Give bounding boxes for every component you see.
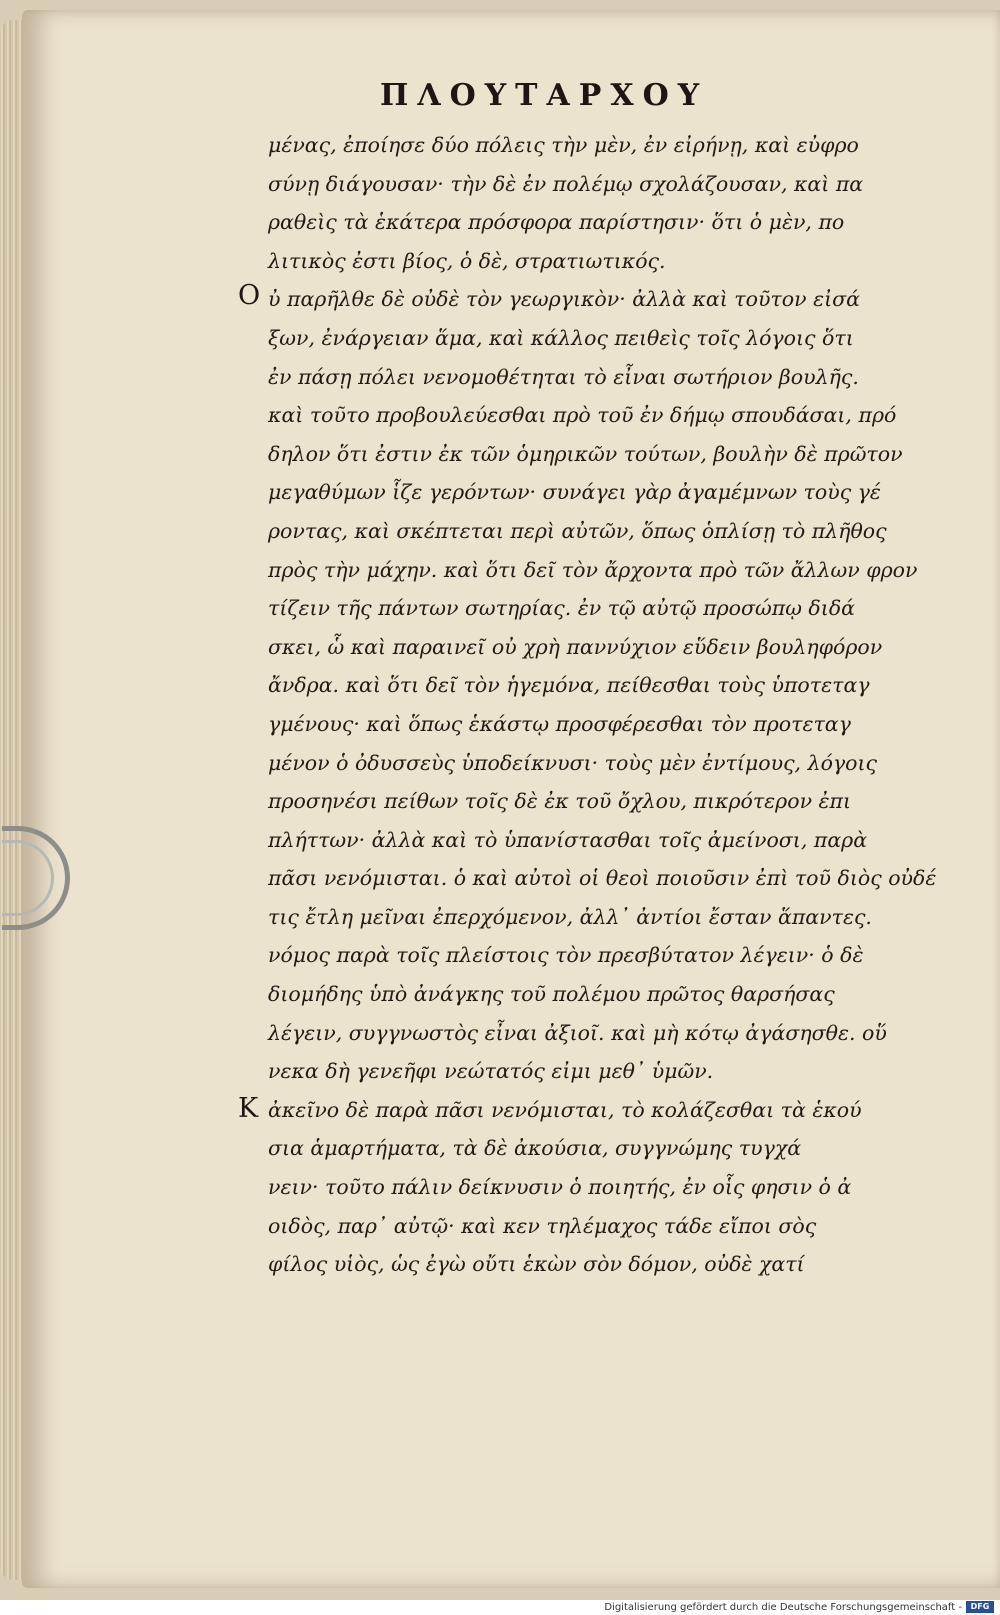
text-line: τις ἔτλη μεῖναι ἐπερχόμενον, ἀλλ᾽ ἀντίοι ἔσταν ἅπαντες. — [268, 904, 872, 929]
text-line: νειν· τοῦτο πάλιν δείκνυσιν ὁ ποιητής, ἐν οἷς φησιν ὁ ἀ — [268, 1175, 852, 1200]
footer-credit: Digitalisierung gefördert durch die Deutsche Forschungsgemeinschaft - — [604, 1602, 962, 1613]
text-line: πᾶσι νενόμισται. ὁ καὶ αὐτοὶ οἱ θεοὶ ποιοῦσιν ἐπὶ τοῦ διὸς οὐδέ — [268, 866, 937, 891]
text-line: μένον ὁ ὀδυσσεὺς ὑποδείκνυσι· τοὺς μὲν ἐντίμους, λόγοις — [268, 750, 878, 775]
text-line: ξων, ἐνάργειαν ἅμα, καὶ κάλλος πειθεὶς τοῖς λόγοις ὅτι — [268, 325, 854, 350]
text-line: ὐ παρῆλθε δὲ οὐδὲ τὸν γεωργικὸν· ἀλλὰ καὶ τοῦτον εἰσά — [268, 287, 860, 312]
text-line: καὶ τοῦτο προβουλεύεσθαι πρὸ τοῦ ἐν δήμῳ σπουδάσαι, πρό — [268, 403, 897, 428]
section-initial-k: K — [238, 1093, 259, 1124]
text-line: μεγαθύμων ἷζε γερόντων· συνάγει γὰρ ἀγαμέμνων τοὺς γέ — [268, 480, 881, 505]
text-line: σύνῃ διάγουσαν· τὴν δὲ ἐν πολέμῳ σχολάζουσαν, καὶ πα — [268, 171, 864, 196]
text-line: νόμος παρὰ τοῖς πλείστοις τὸν πρεσβύτατον λέγειν· ὁ δὲ — [268, 943, 864, 968]
text-line: πρὸς τὴν μάχην. καὶ ὅτι δεῖ τὸν ἄρχοντα πρὸ τῶν ἄλλων φρον — [268, 557, 918, 582]
text-line: διομήδης ὑπὸ ἀνάγκης τοῦ πολέμου πρῶτος θαρσήσας — [268, 982, 835, 1007]
text-line: τίζειν τῆς πάντων σωτηρίας. ἐν τῷ αὐτῷ προσώπῳ διδά — [268, 596, 856, 621]
text-line: νεκα δὴ γενεῆφι νεώτατός εἰμι μεθ᾽ ὑμῶν. — [268, 1059, 714, 1084]
text-line: σκει, ὧ καὶ παραινεῖ οὐ χρὴ παννύχιον εὕδειν βουληφόρον — [268, 634, 883, 659]
text-line: οιδὸς, παρ᾽ αὐτῷ· καὶ κεν τηλέμαχος τάδε εἴποι σὸς — [268, 1213, 817, 1238]
section-initial-o: O — [238, 280, 261, 311]
text-line: φίλος υἱὸς, ὡς ἐγὼ οὔτι ἑκὼν σὸν δόμον, οὐδὲ χατί — [268, 1252, 805, 1277]
running-head: ΠΛΟΥΤΑΡΧΟΥ — [380, 78, 709, 113]
text-line: ραθεὶς τὰ ἑκάτερα πρόσφορα παρίστησιν· ὅτι ὁ μὲν, πο — [268, 210, 845, 235]
text-line: ἐν πάσῃ πόλει νενομοθέτηται τὸ εἶναι σωτήριον βουλῆς. — [268, 364, 859, 389]
text-line: δηλον ὅτι ἐστιν ἐκ τῶν ὁμηρικῶν τούτων, βουλὴν δὲ πρῶτον — [268, 441, 903, 466]
text-line: μένας, ἐποίησε δύο πόλεις τὴν μὲν, ἐν εἰρήνῃ, καὶ εὐφρο — [268, 133, 859, 157]
text-line: σια ἁμαρτήματα, τὰ δὲ ἀκούσια, συγγνώμης τυγχά — [268, 1136, 802, 1161]
text-line: λέγειν, συγγνωστὸς εἶναι ἀξιοῖ. καὶ μὴ κότῳ ἀγάσησθε. οὕ — [268, 1020, 887, 1045]
text-block — [268, 126, 937, 1284]
text-line: πλήττων· ἀλλὰ καὶ τὸ ὑπανίστασθαι τοῖς ἀμείνοσι, παρὰ — [268, 827, 868, 852]
text-line: ἀκεῖνο δὲ παρὰ πᾶσι νενόμισται, τὸ κολάζεσθαι τὰ ἑκού — [268, 1097, 862, 1122]
text-line: λιτικὸς ἐστι βίος, ὁ δὲ, στρατιωτικός. — [268, 248, 666, 273]
text-line: γμένους· καὶ ὅπως ἑκάστῳ προσφέρεσθαι τὸν προτεταγ — [268, 711, 851, 736]
text-line: ροντας, καὶ σκέπτεται περὶ αὐτῶν, ὅπως ὁπλίσῃ τὸ πλῆθος — [268, 518, 887, 543]
text-line: ἄνδρα. καὶ ὅτι δεῖ τὸν ἡγεμόνα, πείθεσθαι τοὺς ὑποτεταγ — [268, 673, 870, 698]
text-line: προσηνέσι πείθων τοῖς δὲ ἐκ τοῦ ὄχλου, πικρότερον ἐπι — [268, 789, 852, 814]
dfg-logo: DFG — [966, 1601, 994, 1613]
